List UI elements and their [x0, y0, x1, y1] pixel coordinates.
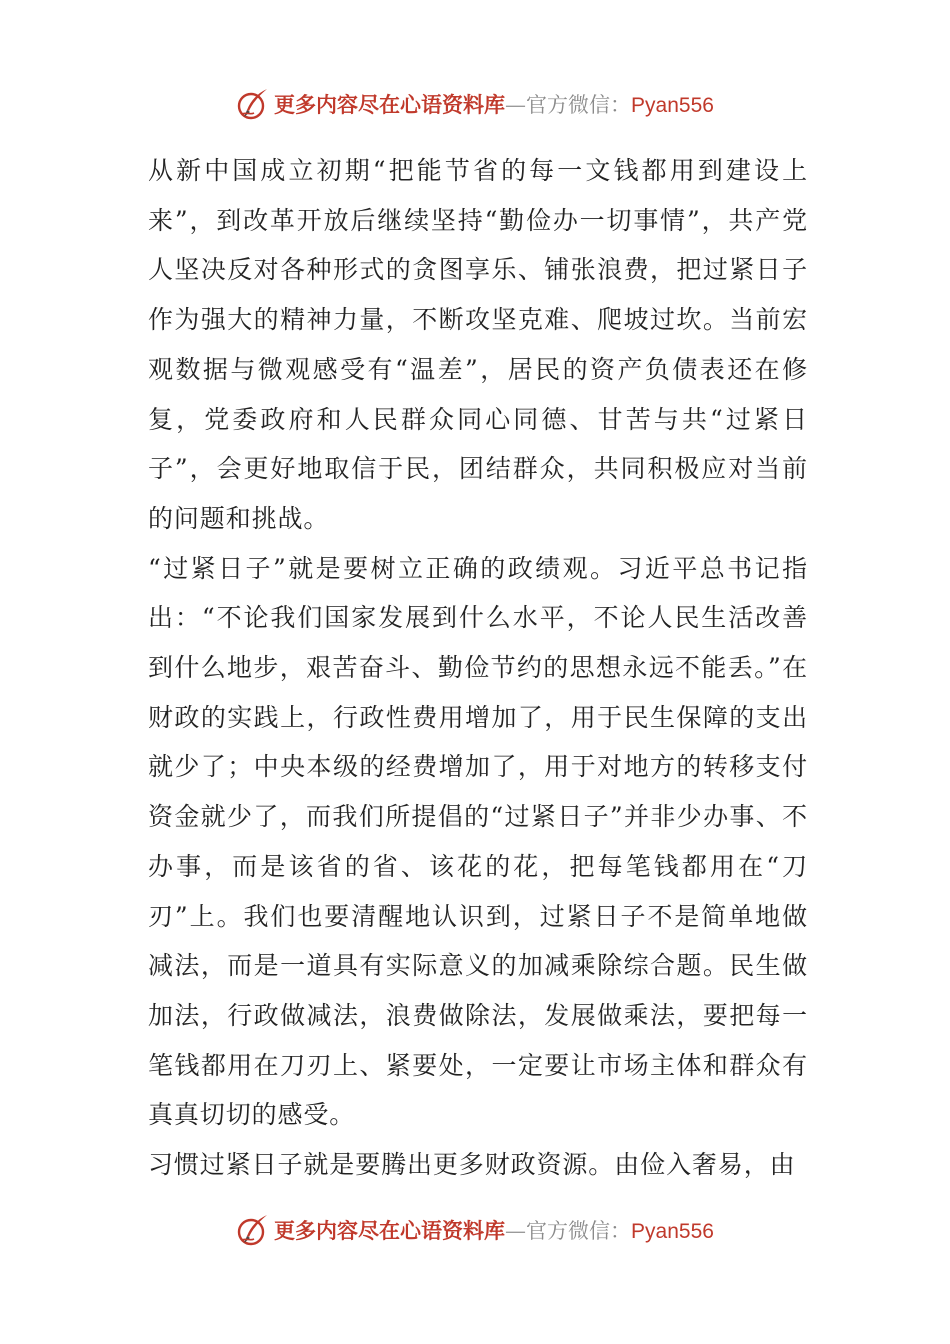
quill-pen-logo-icon — [236, 1213, 270, 1247]
banner-text — [274, 1215, 714, 1245]
banner-wechat-label: 官方微信： — [526, 93, 632, 117]
banner-site-name: 更多内容尽在心语资料库 — [274, 1218, 506, 1243]
banner-site-name: 更多内容尽在心语资料库 — [274, 92, 506, 117]
paragraph: “过紧日子”就是要树立正确的政绩观。习近平总书记指出：“不论我们国家发展到什么水平，不论人民生活改善到什么地步，艰苦奋斗、勤俭节约的思想永远不能丢。”在财政的实践上，行政性费用增加了，用于民生保障的支出就少了；中央本级的经费增加了，用于对地方的转移支付资金就少了，而我们所提倡的“过紧日子”并非少办事、不办事，而是该省的省、该花的花，把每笔钱都用在“刀刃”上。我们也要清醒地认识到，过紧日子不是简单地做减法，而是一道具有实际意义的加减乘除综合题。民生做加法，行政做减法，浪费做除法，发展做乘法，要把每一笔钱都用在刀刃上、紧要处，一定要让市场主体和群众有真真切切的感受。 — [148, 553, 808, 1130]
paragraph: 从新中国成立初期“把能节省的每一文钱都用到建设上来”，到改革开放后继续坚持“勤俭办一切事情”，共产党人坚决反对各种形式的贪图享乐、铺张浪费，把过紧日子作为强大的精神力量，不断攻坚克难、爬坡过坎。当前宏观数据与微观感受有“温差”，居民的资产负债表还在修复，党委政府和人民群众同心同德、甘苦与共“过紧日子”，会更好地取信于民，团结群众，共同积极应对当前的问题和挑战。 — [148, 156, 808, 533]
banner-wechat-id: Pyan556 — [631, 1220, 714, 1243]
banner-dash: — — [505, 1219, 527, 1243]
document-body — [148, 146, 808, 1190]
quill-pen-logo-icon — [236, 87, 270, 121]
banner-wechat-id: Pyan556 — [631, 94, 714, 117]
header-banner — [0, 84, 950, 124]
banner-dash: — — [505, 93, 527, 117]
paragraph: 习惯过紧日子就是要腾出更多财政资源。由俭入奢易，由 — [148, 1150, 796, 1180]
footer-banner — [0, 1210, 950, 1250]
banner-wechat-label: 官方微信： — [526, 1219, 632, 1243]
banner-text — [274, 89, 714, 119]
